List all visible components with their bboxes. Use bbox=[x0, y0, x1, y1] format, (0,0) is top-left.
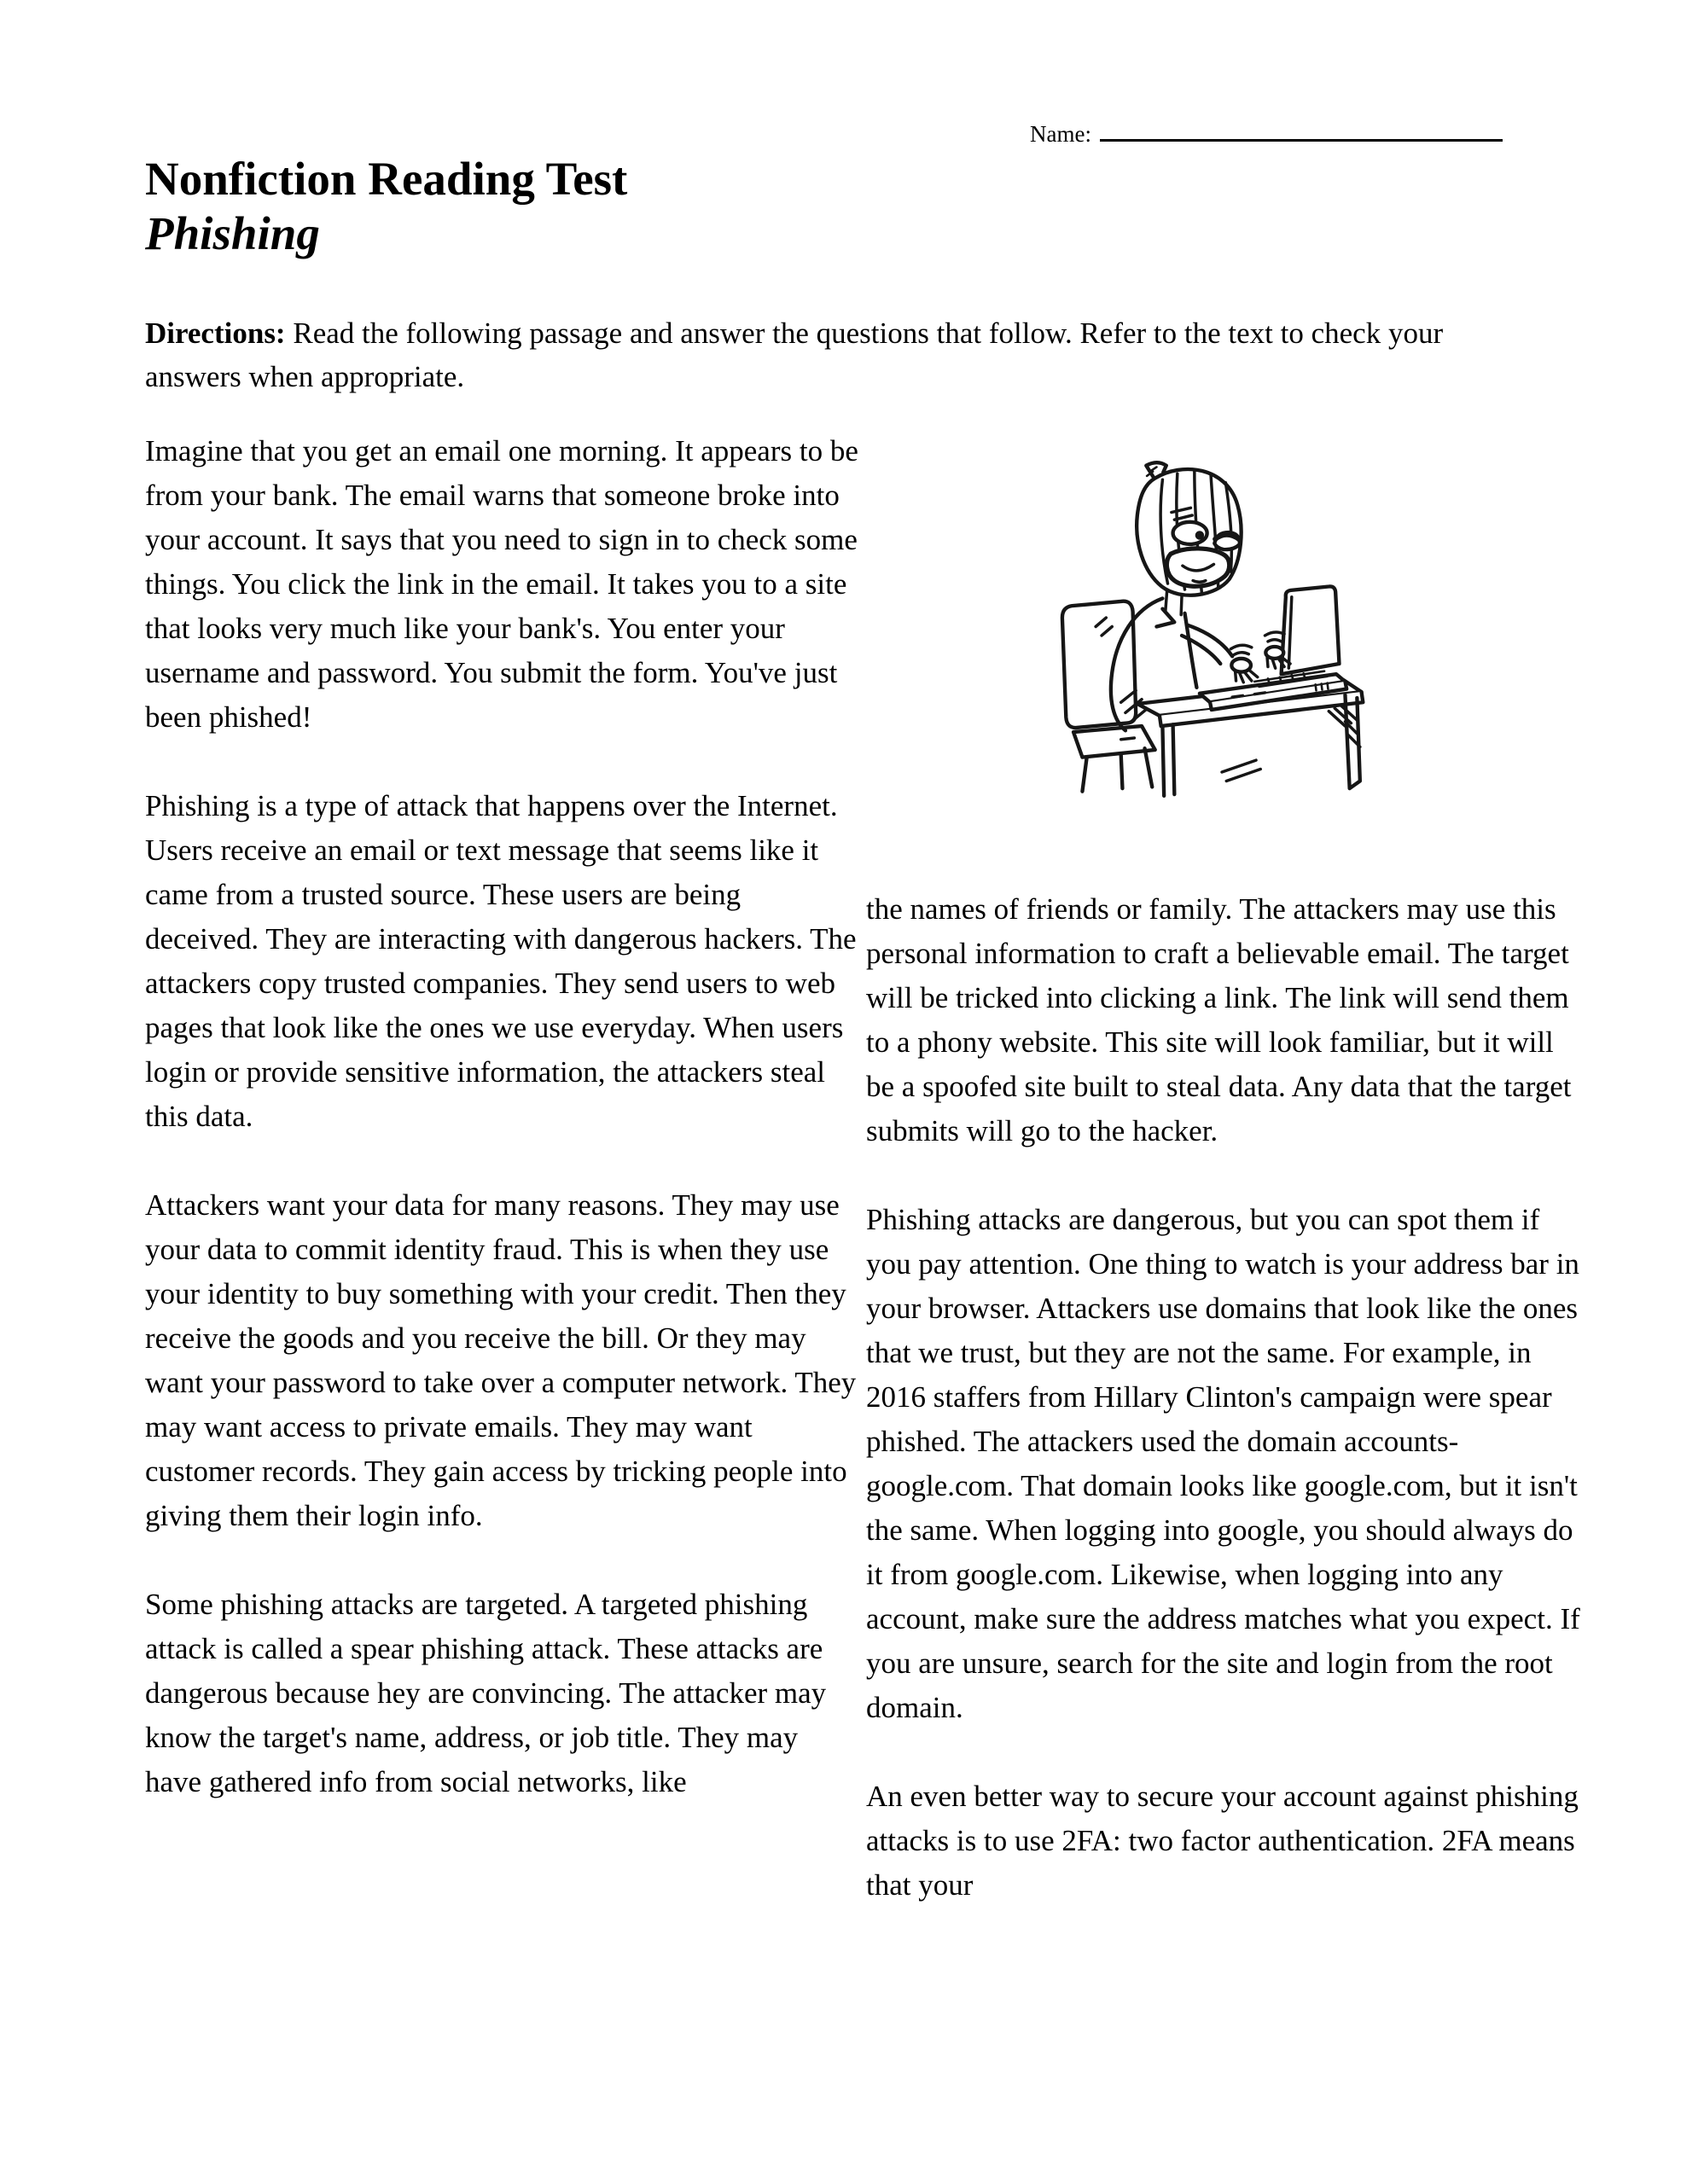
title-block bbox=[145, 152, 627, 261]
chair-sketch bbox=[1062, 601, 1155, 792]
hacker-at-laptop-illustration bbox=[1009, 441, 1440, 812]
passage-paragraph: the names of friends or family. The attackers may use this personal information to craft a believable email. The target will be tricked into clicking a link. The link will send them to a phony website. This site will look familiar, but it will be a spoofed site built to steal data. Any data that the target submits will go to the hacker. bbox=[866, 892, 1572, 1147]
directions bbox=[145, 311, 1451, 398]
directions-label: Directions: bbox=[145, 317, 286, 350]
directions-text: Read the following passage and answer the questions that follow. Refer to the text to check your answers when appropriate. bbox=[145, 317, 1444, 393]
name-blank-line bbox=[1100, 116, 1503, 142]
page-title: Nonfiction Reading Test bbox=[145, 153, 628, 205]
passage-column-left bbox=[145, 429, 860, 1849]
page-subtitle: Phishing bbox=[145, 207, 320, 259]
passage-column-right bbox=[866, 429, 1581, 1952]
passage-paragraph: Phishing is a type of attack that happens over the Internet. Users receive an email or text message that seems like it came from a trusted source. These users are being deceived. They are interacting with dangerous hackers. The attackers copy trusted companies. They send users to web pages that look like the ones we use everyday. When users login or provide sensitive information, the attackers steal this data. bbox=[145, 789, 857, 1133]
passage-paragraph: An even better way to secure your account against phishing attacks is to use 2FA: two factor authentication. 2FA means that your bbox=[866, 1780, 1579, 1902]
name-label: Name: bbox=[1030, 121, 1091, 147]
name-field bbox=[1030, 116, 1503, 148]
passage-paragraph: Attackers want your data for many reasons. They may use your data to commit identity fraud. This is when they use your identity to buy something with your credit. Then they receive the goods and you receive the bill. Or they may want your password to take over a computer network. They may want access to private emails. They may want customer records. They gain access by tricking people into giving them their login info. bbox=[145, 1188, 857, 1532]
passage-paragraph: Imagine that you get an email one morning. It appears to be from your bank. The email warns that someone broke into your account. It says that you need to sign in to check some things. You click the link in the email. It takes you to a site that looks very much like your bank's. You enter your username and password. You submit the form. You've just been phished! bbox=[145, 434, 858, 734]
passage-paragraph: Some phishing attacks are targeted. A targeted phishing attack is called a spear phishing attack. These attacks are dangerous because hey are convincing. The attacker may know the target's name, address, or job title. They may have gathered info from social networks, like bbox=[145, 1588, 827, 1798]
passage-paragraph: Phishing attacks are dangerous, but you can spot them if you pay attention. One thing to watch is your address bar in your browser. Attackers use domains that look like the ones that we trust, but they are not the same. For example, in 2016 staffers from Hillary Clinton's campaign were spear phished. The attackers used the domain accounts-google.com. That domain looks like google.com, but it isn't the same. When logging into google, you should always do it from google.com. Likewise, when logging into any account, make sure the address matches what you expect. If you are unsure, search for the site and login from the root domain. bbox=[866, 1203, 1580, 1724]
